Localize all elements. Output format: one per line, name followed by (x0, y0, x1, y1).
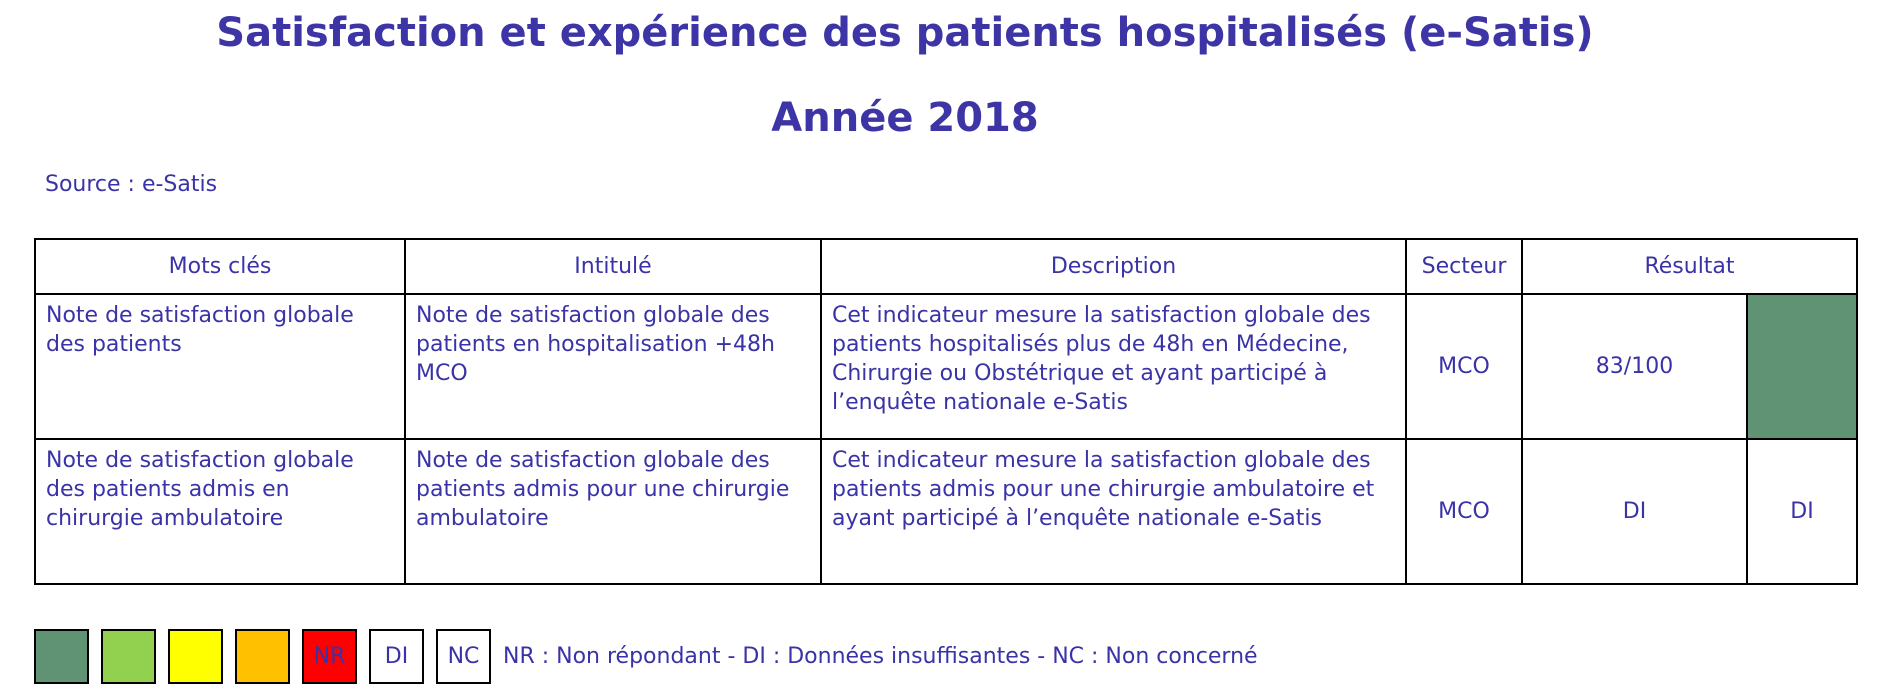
table-row (35, 439, 1857, 584)
legend-swatch-yellow (168, 629, 223, 684)
table-header-row (35, 239, 1857, 294)
page-title: Satisfaction et expérience des patients hospitalisés (e-Satis) (216, 10, 1594, 56)
source-note: Source : e-Satis (45, 172, 218, 197)
cell-title: Note de satisfaction globale des patients en hospitalisation +48h MCO (405, 294, 821, 439)
cell-result: DI (1522, 439, 1747, 584)
cell-description: Cet indicateur mesure la satisfaction globale des patients hospitalisés plus de 48h en Médecine, Chirurgie ou Obstétrique et ayant participé à l’enquête nationale e-Satis (821, 294, 1406, 439)
legend-swatch-nr: NR (302, 629, 357, 684)
result-color-swatch (1747, 294, 1857, 439)
cell-title: Note de satisfaction globale des patients admis pour une chirurgie ambulatoire (405, 439, 821, 584)
legend-swatch-nc: NC (436, 629, 491, 684)
legend-text: NR : Non répondant - DI : Données insuffisantes - NC : Non concerné (503, 643, 1258, 669)
legend-swatch-orange (235, 629, 290, 684)
column-header-description: Description (821, 239, 1406, 294)
cell-result-status: DI (1747, 439, 1857, 584)
cell-result: 83/100 (1522, 294, 1747, 439)
legend-swatch-green-light (101, 629, 156, 684)
table-row (35, 294, 1857, 439)
cell-sector: MCO (1406, 439, 1522, 584)
results-table (34, 238, 1858, 585)
column-header-keywords: Mots clés (35, 239, 405, 294)
page-subtitle: Année 2018 (771, 95, 1039, 141)
column-header-title: Intitulé (405, 239, 821, 294)
cell-sector: MCO (1406, 294, 1522, 439)
cell-keywords: Note de satisfaction globale des patients admis en chirurgie ambulatoire (35, 439, 405, 584)
column-header-sector: Secteur (1406, 239, 1522, 294)
cell-description: Cet indicateur mesure la satisfaction globale des patients admis pour une chirurgie ambulatoire et ayant participé à l’enquête nationale e-Satis (821, 439, 1406, 584)
cell-keywords: Note de satisfaction globale des patients (35, 294, 405, 439)
legend-swatch-green-dark (34, 629, 89, 684)
column-header-result: Résultat (1522, 239, 1857, 294)
color-legend (34, 627, 1258, 685)
legend-swatch-di: DI (369, 629, 424, 684)
